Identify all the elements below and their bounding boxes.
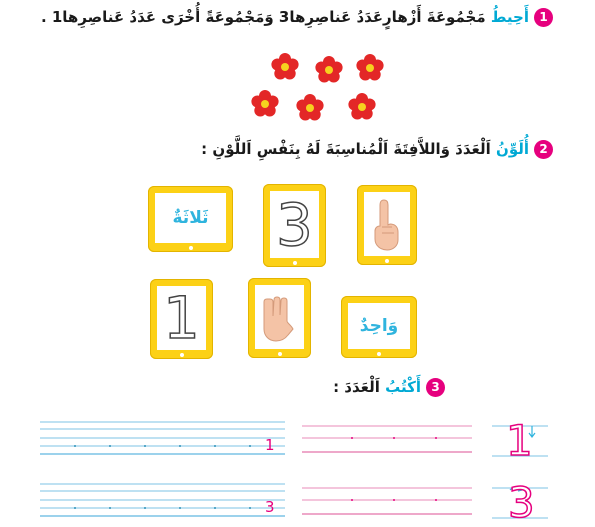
exercise-3-verb: أَكْتُبُ: [385, 378, 421, 396]
writing-start-3: 3: [265, 498, 275, 516]
writing-grid-2-left[interactable]: [40, 480, 285, 522]
exercise-3-text: اَلْعَدَدَ :: [333, 378, 380, 396]
flower[interactable]: [295, 93, 325, 123]
flower[interactable]: [314, 55, 344, 85]
card-word-three[interactable]: [148, 186, 233, 252]
model-digit-3: 3: [508, 478, 535, 527]
flower[interactable]: [270, 52, 300, 82]
card-digit-three[interactable]: [263, 184, 326, 267]
exercise-2-number: 2: [534, 140, 553, 159]
exercise-1-verb: أَحِيطُ: [490, 8, 529, 26]
writing-start-1: 1: [265, 436, 275, 454]
writing-grid-1-left[interactable]: [40, 418, 285, 460]
card-hand-three[interactable]: [248, 278, 311, 358]
exercise-1-text: مَجْمُوعَةَ أَزْهارٍعَدَدُ عَناصِرِها3 وَمَجْمُوعَةً أُخْرَى عَدَدُ عَناصِرِها1 .: [40, 8, 486, 26]
exercise-3-number: 3: [426, 378, 445, 397]
writing-grid-1-right[interactable]: [302, 422, 472, 458]
exercise-3-instruction: [333, 378, 445, 397]
flower[interactable]: [347, 92, 377, 122]
model-digit-1: 1: [506, 416, 533, 465]
card-digit-one[interactable]: [150, 279, 213, 359]
hand-one-finger-icon: [369, 196, 405, 252]
card-hand-one[interactable]: [357, 185, 417, 265]
card-word-three-label: ثَلاثَةٌ: [172, 208, 209, 228]
card-digit-one-label: 1: [163, 284, 200, 352]
exercise-2-verb: أُلَوِّنُ: [496, 140, 529, 158]
exercise-1-number: 1: [534, 8, 553, 27]
hand-three-fingers-icon: [260, 289, 300, 345]
flower[interactable]: [250, 89, 280, 119]
card-digit-three-label: 3: [276, 190, 313, 259]
writing-grid-2-right[interactable]: [302, 484, 472, 520]
card-word-one[interactable]: [341, 296, 417, 358]
exercise-2-instruction: [201, 140, 553, 159]
flower[interactable]: [355, 53, 385, 83]
exercise-1-instruction: [41, 8, 553, 27]
card-word-one-label: وَاحِدٌ: [359, 316, 399, 336]
exercise-2-text: اَلْعَدَدَ وَاللاَّفِتَةَ اَلْمُناسِبَةَ لَهُ بِنَفْسِ اَللَّوْنِ :: [201, 140, 491, 158]
